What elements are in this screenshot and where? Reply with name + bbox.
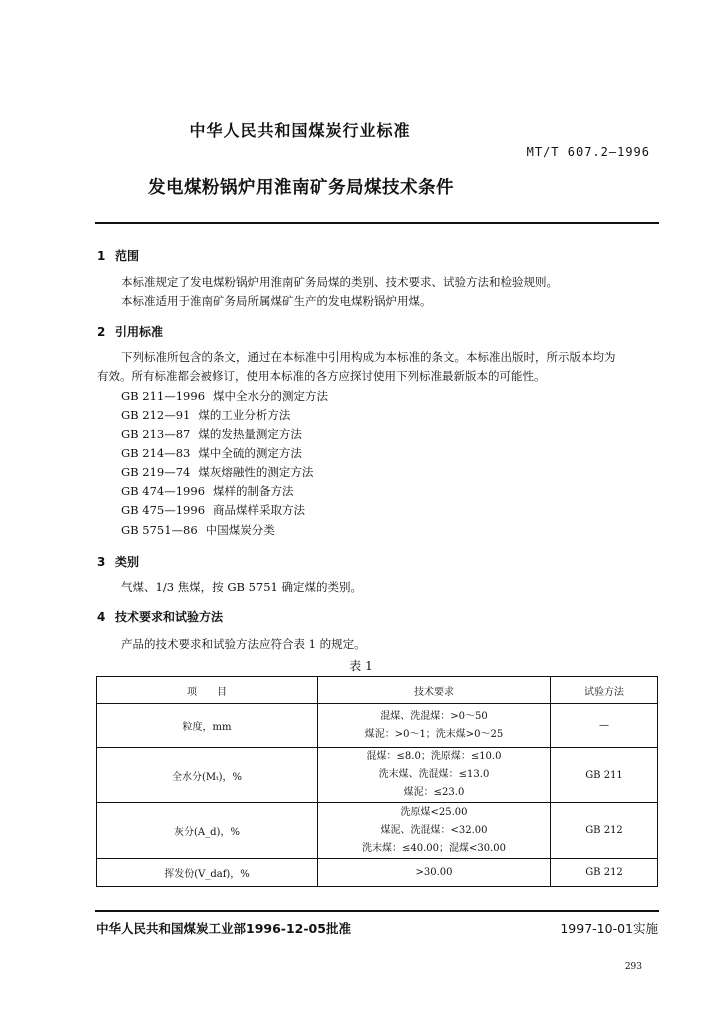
reference-name: 煤灰熔融性的测定方法	[198, 465, 314, 479]
reference-name: 煤的发热量测定方法	[198, 427, 302, 441]
section-2-intro-line-1: 下列标准所包含的条文，通过在本标准中引用构成为本标准的条文。本标准出版时，所示版本均为	[121, 350, 616, 364]
reference-item	[121, 522, 275, 538]
section-1-heading	[97, 247, 139, 264]
section-2-heading	[97, 323, 163, 340]
requirement-line: 洗末煤：≤40.00；混煤<30.00	[361, 842, 506, 854]
section-1-para-2: 本标准适用于淮南矿务局所属煤矿生产的发电煤粉锅炉用煤。	[121, 294, 432, 308]
table-row	[97, 704, 658, 748]
row-item: 灰分(A_d)，%	[97, 803, 318, 859]
reference-name: 煤样的制备方法	[213, 484, 294, 498]
reference-item	[121, 388, 328, 404]
row-method: GB 212	[551, 803, 658, 859]
reference-code: GB 212—91	[121, 408, 191, 422]
section-1-para-1: 本标准规定了发电煤粉锅炉用淮南矿务局煤的类别、技术要求、试验方法和检验规则。	[121, 275, 558, 289]
requirement-line: >30.00	[415, 866, 453, 878]
reference-item	[121, 464, 313, 480]
row-item: 粒度，mm	[97, 704, 318, 748]
requirement-line: 洗原煤<25.00	[400, 806, 468, 818]
header-divider	[95, 222, 659, 224]
row-requirement	[318, 704, 551, 748]
table-row	[97, 859, 658, 887]
requirement-line: 煤泥、洗混煤：<32.00	[380, 824, 488, 836]
reference-item	[121, 445, 302, 461]
row-item: 全水分(Mₜ)，%	[97, 748, 318, 803]
table-row	[97, 748, 658, 803]
row-method: GB 211	[551, 748, 658, 803]
reference-code: GB 213—87	[121, 427, 191, 441]
reference-name: 煤中全水分的测定方法	[213, 389, 329, 403]
row-method: GB 212	[551, 859, 658, 887]
requirement-line: 煤泥：≤23.0	[403, 787, 465, 798]
requirement-line: 煤泥：>0～1；洗末煤>0～25	[364, 728, 504, 740]
row-item: 挥发份(V_daf)，%	[97, 859, 318, 887]
row-requirement	[318, 803, 551, 859]
standard-code: MT/T 607.2—1996	[526, 145, 650, 159]
header-item: 项 目	[97, 677, 318, 704]
reference-code: GB 5751—86	[121, 523, 198, 537]
header-method: 试验方法	[551, 677, 658, 704]
reference-name: 商品煤样采取方法	[213, 503, 306, 517]
reference-name: 煤的工业分析方法	[198, 408, 291, 422]
reference-code: GB 214—83	[121, 446, 191, 460]
section-3-para: 气煤、1/3 焦煤，按 GB 5751 确定煤的类别。	[121, 580, 363, 594]
section-number: 1	[97, 249, 106, 263]
requirement-line: 洗末煤、洗混煤：≤13.0	[378, 769, 490, 780]
reference-name: 煤中全硫的测定方法	[198, 446, 302, 460]
reference-code: GB 219—74	[121, 465, 191, 479]
section-title: 引用标准	[115, 325, 164, 339]
reference-code: GB 474—1996	[121, 484, 206, 498]
document-title: 发电煤粉锅炉用淮南矿务局煤技术条件	[148, 178, 454, 198]
reference-item	[121, 483, 294, 499]
section-number: 3	[97, 555, 106, 569]
section-4-heading	[97, 608, 223, 625]
header-requirement: 技术要求	[318, 677, 551, 704]
reference-code: GB 475—1996	[121, 503, 206, 517]
row-requirement	[318, 748, 551, 803]
org-title: 中华人民共和国煤炭行业标准	[189, 121, 411, 140]
section-2-intro-line-2: 有效。所有标准都会被修订，使用本标准的各方应探讨使用下列标准最新版本的可能性。	[97, 369, 546, 383]
reference-name: 中国煤炭分类	[205, 523, 275, 537]
row-requirement	[318, 859, 551, 887]
requirement-line: 混煤、洗混煤：>0～50	[380, 710, 488, 722]
table-caption: 表 1	[349, 659, 373, 673]
page-number: 293	[624, 962, 642, 972]
section-3-heading	[97, 553, 139, 570]
implementation-date: 1997-10-01实施	[560, 921, 658, 936]
spec-table	[96, 676, 658, 887]
reference-code: GB 211—1996	[121, 389, 206, 403]
section-title: 类别	[115, 555, 140, 569]
reference-item	[121, 407, 290, 423]
table-row	[97, 803, 658, 859]
reference-item	[121, 502, 305, 518]
row-method: —	[551, 704, 658, 748]
section-title: 技术要求和试验方法	[115, 610, 224, 624]
section-number: 2	[97, 325, 106, 339]
footer-divider	[95, 910, 659, 912]
section-4-para: 产品的技术要求和试验方法应符合表 1 的规定。	[121, 637, 366, 651]
table-header-row	[97, 677, 658, 704]
reference-item	[121, 426, 302, 442]
section-title: 范围	[115, 249, 140, 263]
section-number: 4	[97, 610, 106, 624]
approval-statement: 中华人民共和国煤炭工业部1996-12-05批准	[96, 921, 351, 936]
requirement-line: 混煤：≤8.0；洗原煤：≤10.0	[366, 751, 502, 762]
